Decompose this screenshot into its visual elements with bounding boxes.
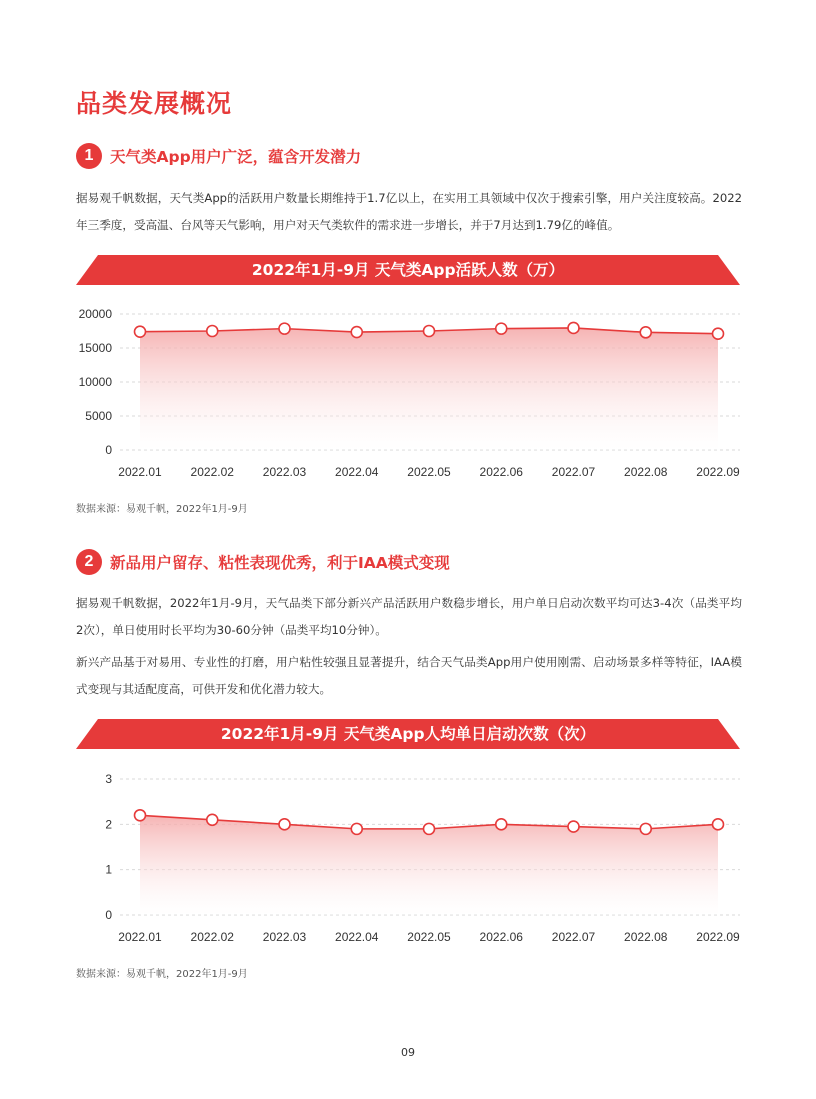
x-tick-label: 2022.04 (335, 465, 379, 479)
section-2-number-badge: 2 (76, 549, 102, 575)
data-point-2022.01 (135, 326, 146, 337)
y-tick-label: 5000 (85, 409, 112, 423)
area-fill (140, 328, 718, 450)
data-point-2022.03 (279, 819, 290, 830)
section-1-heading (76, 142, 361, 170)
y-tick-label: 1 (105, 862, 112, 877)
x-tick-label: 2022.02 (190, 930, 234, 944)
data-point-2022.05 (424, 823, 435, 834)
data-point-2022.07 (568, 821, 579, 832)
y-tick-label: 0 (105, 443, 112, 457)
x-tick-label: 2022.09 (696, 465, 740, 479)
data-point-2022.08 (640, 327, 651, 338)
x-tick-label: 2022.06 (479, 465, 523, 479)
chart-2-source: 数据来源：易观千帆，2022年1月-9月 (76, 969, 248, 980)
page-title: 品类发展概况 (76, 89, 233, 118)
data-point-2022.05 (424, 326, 435, 337)
x-tick-label: 2022.03 (262, 465, 307, 479)
section-1-paragraph: 据易观千帆数据，天气类App的活跃用户数量长期维持于1.7亿以上，在实用工具领域中仅次于搜索引擎，用户关注度较高。2022年三季度，受高温、台风等天气影响，用户对天气类软件的需求进一步增长，并于7月达到1.79亿的峰值。 (76, 191, 742, 232)
section-2-heading (76, 548, 450, 576)
data-point-2022.06 (496, 819, 507, 830)
x-tick-label: 2022.01 (118, 465, 162, 479)
section-2-paragraph-2: 新兴产品基于对易用、专业性的打磨，用户粘性较强且显著提升，结合天气品类App用户使用刚需、启动场景多样等特征，IAA模式变现与其适配度高，可供开发和优化潜力较大。 (76, 655, 742, 696)
chart-1-title-banner (76, 255, 740, 285)
chart-2-title-banner (76, 719, 740, 749)
data-point-2022.07 (568, 322, 579, 333)
data-point-2022.08 (640, 823, 651, 834)
x-tick-label: 2022.08 (624, 930, 668, 944)
data-point-2022.04 (351, 327, 362, 338)
x-tick-label: 2022.07 (551, 930, 596, 944)
section-1-number-badge: 1 (76, 143, 102, 169)
y-tick-label: 2 (105, 817, 112, 832)
data-point-2022.01 (135, 810, 146, 821)
chart-2-title: 2022年1月-9月 天气类App人均单日启动次数（次） (220, 725, 596, 743)
x-tick-label: 2022.04 (335, 930, 379, 944)
section-2-title: 新品用户留存、粘性表现优秀，利于IAA模式变现 (110, 554, 450, 572)
chart-2-daily-launches (60, 765, 760, 950)
y-tick-label: 0 (105, 908, 112, 922)
data-point-2022.09 (713, 819, 724, 830)
chart-1-active-users (60, 300, 760, 485)
chart-1-title: 2022年1月-9月 天气类App活跃人数（万） (251, 261, 565, 279)
x-tick-label: 2022.08 (624, 465, 668, 479)
x-tick-label: 2022.05 (407, 930, 451, 944)
section-1-title: 天气类App用户广泛，蕴含开发潜力 (110, 148, 362, 166)
y-tick-label: 3 (105, 772, 112, 786)
x-tick-label: 2022.03 (262, 930, 307, 944)
data-point-2022.04 (351, 823, 362, 834)
page-number: 09 (401, 1046, 415, 1059)
x-tick-label: 2022.02 (190, 465, 234, 479)
y-tick-label: 20000 (78, 307, 112, 321)
data-point-2022.03 (279, 323, 290, 334)
data-point-2022.02 (207, 326, 218, 337)
y-tick-label: 15000 (78, 341, 112, 355)
x-tick-label: 2022.01 (118, 930, 162, 944)
chart-1-source: 数据来源：易观千帆，2022年1月-9月 (76, 504, 248, 515)
x-tick-label: 2022.09 (696, 930, 740, 944)
data-point-2022.06 (496, 323, 507, 334)
x-tick-label: 2022.06 (479, 930, 523, 944)
x-tick-label: 2022.05 (407, 465, 451, 479)
data-point-2022.09 (713, 328, 724, 339)
data-point-2022.02 (207, 814, 218, 825)
y-tick-label: 10000 (78, 375, 112, 389)
x-tick-label: 2022.07 (551, 465, 596, 479)
section-2-paragraph-1: 据易观千帆数据，2022年1月-9月，天气品类下部分新兴产品活跃用户数稳步增长，用户单日启动次数平均可达3-4次（品类平均2次），单日使用时长平均为30-60分钟（品类平均10分钟）。 (76, 596, 742, 637)
